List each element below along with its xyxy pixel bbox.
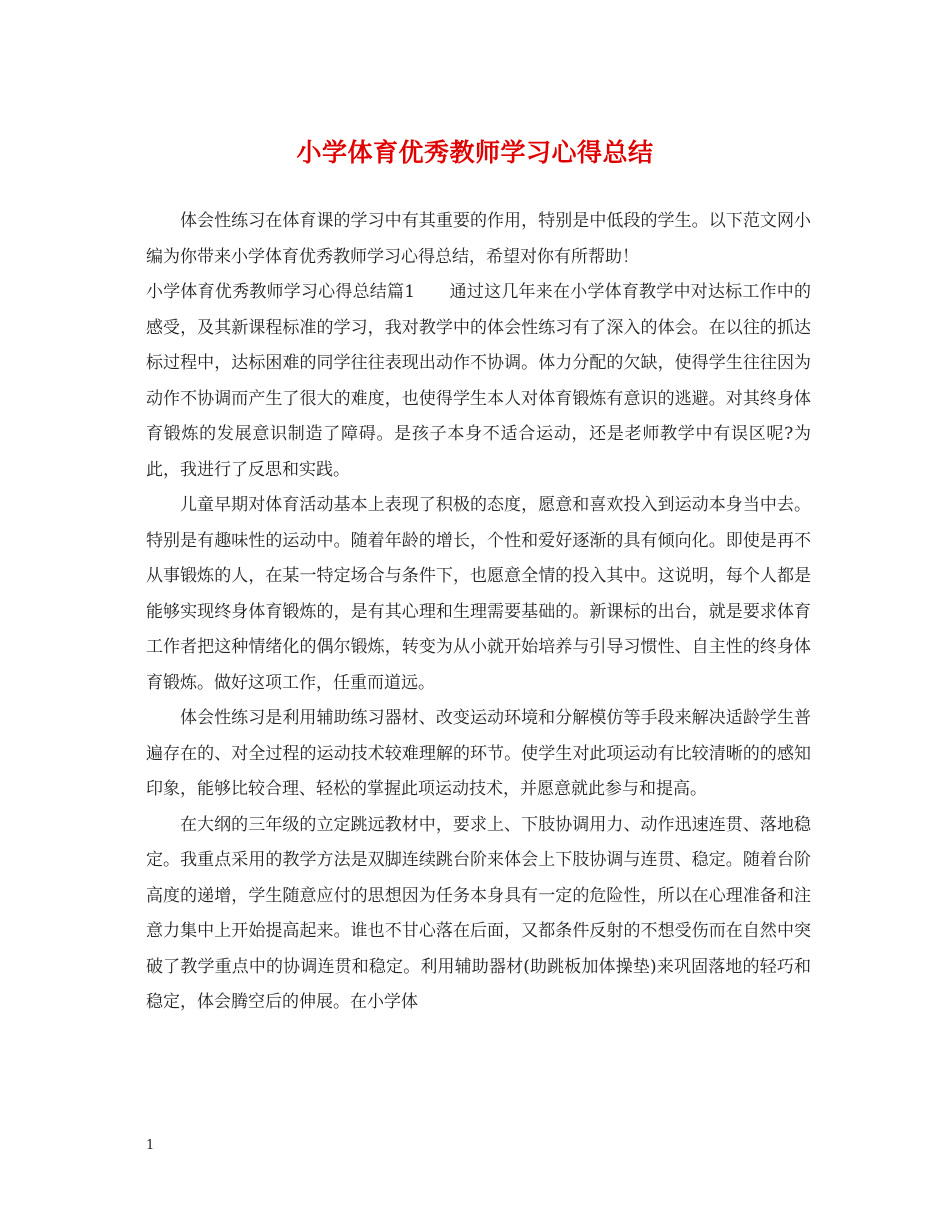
page-number: 1 (146, 1138, 155, 1153)
document-body (146, 204, 811, 1021)
paragraph-standing-long-jump: 在大纲的三年级的立定跳远教材中，要求上、下肢协调用力、动作迅速连贯、落地稳定。我重点采用的教学方法是双脚连续跳台阶来体会上下肢协调与连贯、稳定。随着台阶高度的递增，学生随意应付的思想因为任务本身具有一定的危险性，所以在心理准备和注意力集中上开始提高起来。谁也不甘心落在后面，又都条件反射的不想受伤而在自然中突破了教学重点中的协调连贯和稳定。利用辅助器材(助跳板加体操垫)来巩固落地的轻巧和稳定，体会腾空后的伸展。在小学体 (146, 814, 811, 1012)
paragraph-intro: 体会性练习在体育课的学习中有其重要的作用，特别是中低段的学生。以下范文网小编为你带来小学体育优秀教师学习心得总结，希望对你有所帮助！ (146, 211, 811, 267)
paragraph-article-1: 小学体育优秀教师学习心得总结篇1 通过这几年来在小学体育教学中对达标工作中的感受，及其新课程标准的学习，我对教学中的体会性练习有了深入的体会。在以往的抓达标过程中，达标困难的同学往往表现出动作不协调。体力分配的欠缺，使得学生往往因为动作不协调而产生了很大的难度，也使得学生本人对体育锻炼有意识的逃避。对其终身体育锻炼的发展意识制造了障碍。是孩子本身不适合运动，还是老师教学中有误区呢?为此，我进行了反思和实践。 (146, 282, 811, 480)
paragraph-children-attitude: 儿童早期对体育活动基本上表现了积极的态度，愿意和喜欢投入到运动本身当中去。特别是有趣味性的运动中。随着年龄的增长，个性和爱好逐渐的具有倾向化。即使是再不从事锻炼的人，在某一特定场合与条件下，也愿意全情的投入其中。这说明，每个人都是能够实现终身体育锻炼的，是有其心理和生理需要基础的。新课标的出台，就是要求体育工作者把这种情绪化的偶尔锻炼，转变为从小就开始培养与引导习惯性、自主性的终身体育锻炼。做好这项工作，任重而道远。 (146, 495, 811, 693)
document-title: 小学体育优秀教师学习心得总结 (296, 138, 654, 167)
paragraph-experiential-practice: 体会性练习是利用辅助练习器材、改变运动环境和分解模仿等手段来解决适龄学生普遍存在的、对全过程的运动技术较难理解的环节。使学生对此项运动有比较清晰的的感知印象，能够比较合理、轻松的掌握此项运动技术，并愿意就此参与和提高。 (146, 708, 811, 799)
